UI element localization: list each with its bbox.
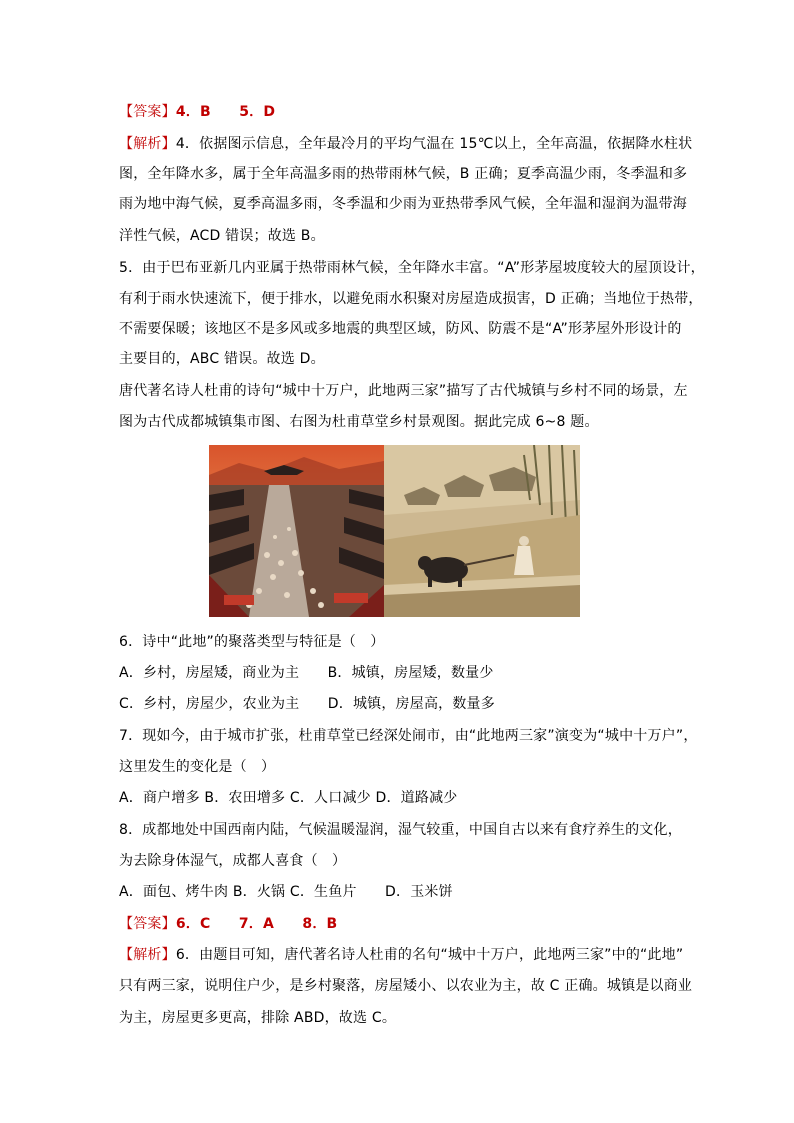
question-8-stem: 8．成都地处中国西南内陆，气候温暖湿润，湿气较重，中国自古以来有食疗养生的文化， — [119, 822, 682, 838]
question-7-stem: 这里发生的变化是（ ） — [119, 759, 276, 775]
analysis-line: 雨为地中海气候，夏季高温多雨，冬季温和少雨为亚热带季风气候，全年温和湿润为温带海 — [119, 196, 687, 212]
analysis-line: 图，全年降水多，属于全年高温多雨的热带雨林气候，B 正确；夏季高温少雨，冬季温和多 — [119, 166, 688, 182]
analysis5-line: 不需要保暖；该地区不是多风或多地震的典型区域，防风、防震不是“A”形茅屋外形设计的 — [119, 321, 682, 337]
analysis5-line: 有利于雨水快速流下，便于排水，以避免雨水积聚对房屋造成损害，D 正确；当地位于热带， — [119, 291, 703, 307]
analysis-tag: 【解析】 — [119, 947, 176, 963]
question-7-options: A．商户增多 B．农田增多 C．人口减少 D．道路减少 — [119, 790, 458, 806]
question-8-stem: 为去除身体湿气，成都人喜食（ ） — [119, 853, 347, 869]
answer-text: 6．C 7．A 8．B — [175, 916, 338, 932]
analysis-text: 4．依据图示信息，全年最冷月的平均气温在 15℃以上，全年高温，依据降水柱状 — [175, 136, 693, 152]
analysis-text: 6．由题目可知，唐代著名诗人杜甫的名句“城中十万户，此地两三家”中的“此地” — [175, 947, 684, 963]
question-8-options: A．面包、烤牛肉 B．火锅 C．生鱼片 D．玉米饼 — [119, 884, 453, 900]
intro-line: 图为古代成都城镇集市图、右图为杜甫草堂乡村景观图。据此完成 6~8 题。 — [119, 414, 599, 430]
answer-tag: 【答案】 — [119, 104, 176, 120]
answer-line-1 — [119, 102, 679, 122]
question-7-stem: 7．现如今，由于城市扩张，杜甫草堂已经深处闹市，由“此地两三家”演变为“城中十万户”， — [119, 728, 698, 744]
analysis-line — [119, 945, 684, 965]
rural-cottage-image — [384, 445, 580, 617]
analysis-tag: 【解析】 — [119, 136, 176, 152]
analysis-line: 为主，房屋更多更高，排除 ABD，故选 C。 — [119, 1010, 397, 1026]
question-6-stem: 6．诗中“此地”的聚落类型与特征是（ ） — [119, 634, 385, 650]
intro-line: 唐代著名诗人杜甫的诗句“城中十万户，此地两三家”描写了古代城镇与乡村不同的场景，左 — [119, 383, 688, 399]
analysis-line — [119, 134, 693, 154]
analysis-line: 洋性气候，ACD 错误；故选 B。 — [119, 228, 325, 244]
question-6-options: A．乡村，房屋矮，商业为主 B．城镇，房屋矮，数量少 — [119, 665, 494, 681]
city-market-image — [209, 445, 384, 617]
answer-line-2 — [119, 914, 679, 934]
analysis5-line: 主要目的，ABC 错误。故选 D。 — [119, 351, 325, 367]
analysis5-line: 5．由于巴布亚新几内亚属于热带雨林气候，全年降水丰富。“A”形茅屋坡度较大的屋顶设计， — [119, 260, 705, 276]
answer-text: 4．B 5．D — [175, 104, 276, 120]
answer-tag: 【答案】 — [119, 916, 176, 932]
question-6-options: C．乡村，房屋少，农业为主 D．城镇，房屋高，数量多 — [119, 696, 495, 712]
analysis-line: 只有两三家，说明住户少，是乡村聚落，房屋矮小、以农业为主，故 C 正确。城镇是以商业 — [119, 978, 693, 994]
